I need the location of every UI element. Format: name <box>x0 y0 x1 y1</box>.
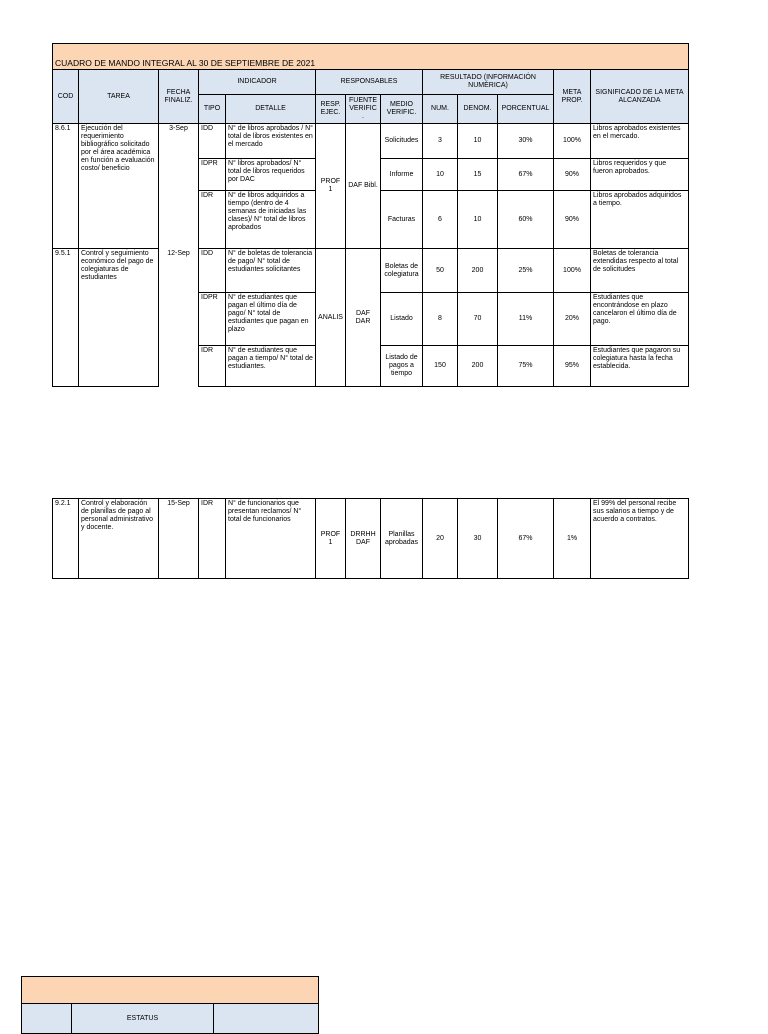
indicator-detalle: N° de funcionarios que presentan reclamos/ N° total de funcionarios <box>226 499 316 579</box>
meta-prop: 100% <box>554 249 591 293</box>
result-denom: 15 <box>458 159 498 191</box>
meta-prop: 90% <box>554 159 591 191</box>
meta-prop: 90% <box>554 191 591 249</box>
status-label: ESTATUS <box>72 1004 214 1034</box>
indicator-detalle: N° de estudiantes que pagan el último día de pago/ N° total de estudiantes que pagan en plazo <box>226 293 316 346</box>
header-cod: COD <box>53 70 79 124</box>
indicator-detalle: N° de boletas de tolerancia de pago/ N° total de estudiantes solicitantes <box>226 249 316 293</box>
indicator-tipo: IDPR <box>199 159 226 191</box>
task-table-9-2-1 <box>52 498 689 579</box>
result-pct: 67% <box>498 499 554 579</box>
medio-verif: Listado <box>381 293 423 346</box>
header-resp-ejec: RESP. EJEC. <box>316 95 346 124</box>
medio-verif: Informe <box>381 159 423 191</box>
significado: Boletas de tolerancia extendidas respecto al total de solicitudes <box>591 249 689 293</box>
result-num: 6 <box>423 191 458 249</box>
significado: Estudiantes que pagaron su colegiatura hasta la fecha establecida. <box>591 346 689 387</box>
result-pct: 67% <box>498 159 554 191</box>
header-medio-verif: MEDIO VERIFIC. <box>381 95 423 124</box>
indicator-detalle: N° libros aprobados/ N° total de libros requeridos por DAC <box>226 159 316 191</box>
header-denom: DENOM. <box>458 95 498 124</box>
meta-prop: 1% <box>554 499 591 579</box>
balanced-scorecard-table <box>52 43 689 387</box>
result-pct: 75% <box>498 346 554 387</box>
indicator-tipo: IDR <box>199 499 226 579</box>
task-cod: 9.5.1 <box>53 249 79 387</box>
result-denom: 10 <box>458 124 498 159</box>
task-fecha: 3-Sep <box>159 124 199 249</box>
result-num: 150 <box>423 346 458 387</box>
result-pct: 11% <box>498 293 554 346</box>
status-table <box>21 976 319 1034</box>
header-tarea: TAREA <box>79 70 159 124</box>
task-tarea: Control y seguimiento económico del pago de colegiaturas de estudiantes <box>79 249 159 387</box>
result-num: 8 <box>423 293 458 346</box>
resp-ejec: PROF 1 <box>316 124 346 249</box>
medio-verif: Planillas aprobadas <box>381 499 423 579</box>
medio-verif: Listado de pagos a tiempo <box>381 346 423 387</box>
status-cell <box>22 1004 72 1034</box>
indicator-tipo: IDPR <box>199 293 226 346</box>
result-pct: 25% <box>498 249 554 293</box>
result-num: 20 <box>423 499 458 579</box>
significado: Estudiantes que encontrándose en plazo cancelaron el último día de pago. <box>591 293 689 346</box>
task-cod: 9.2.1 <box>53 499 79 579</box>
result-denom: 10 <box>458 191 498 249</box>
result-pct: 30% <box>498 124 554 159</box>
medio-verif: Boletas de colegiatura <box>381 249 423 293</box>
task-fecha: 15-Sep <box>159 499 199 579</box>
indicator-tipo: IDR <box>199 346 226 387</box>
significado: Libros aprobados adquiridos a tiempo. <box>591 191 689 249</box>
medio-verif: Facturas <box>381 191 423 249</box>
significado: El 99% del personal recibe sus salarios a tiempo y de acuerdo a contratos. <box>591 499 689 579</box>
header-porcentual: PORCENTUAL <box>498 95 554 124</box>
header-responsables: RESPONSABLES <box>316 70 423 95</box>
resp-ejec: ANALIS <box>316 249 346 387</box>
indicator-detalle: N° de estudiantes que pagan a tiempo/ N° total de estudiantes. <box>226 346 316 387</box>
header-tipo: TIPO <box>199 95 226 124</box>
status-cell <box>214 1004 319 1034</box>
table-title: CUADRO DE MANDO INTEGRAL AL 30 DE SEPTIEMBRE DE 2021 <box>53 44 689 70</box>
result-denom: 200 <box>458 249 498 293</box>
result-denom: 30 <box>458 499 498 579</box>
status-title-bar <box>22 977 319 1004</box>
header-resultado: RESULTADO (INFORMACIÓN NUMÉRICA) <box>423 70 554 95</box>
table-row <box>53 124 689 159</box>
significado: Libros requeridos y que fueron aprobados. <box>591 159 689 191</box>
result-num: 50 <box>423 249 458 293</box>
meta-prop: 20% <box>554 293 591 346</box>
table-row <box>53 499 689 579</box>
fuente-verif: DRRHH DAF <box>346 499 381 579</box>
task-tarea: Ejecución del requerimiento bibliográfico solicitado por el área académica en función a evaluación costo/ beneficio <box>79 124 159 249</box>
header-detalle: DETALLE <box>226 95 316 124</box>
indicator-tipo: IDD <box>199 249 226 293</box>
table-row <box>53 249 689 293</box>
result-num: 3 <box>423 124 458 159</box>
indicator-tipo: IDD <box>199 124 226 159</box>
header-indicador: INDICADOR <box>199 70 316 95</box>
medio-verif: Solicitudes <box>381 124 423 159</box>
indicator-detalle: N° de libros adquiridos a tiempo (dentro de 4 semanas de iniciadas las clases)/ N° total de libros aprobados <box>226 191 316 249</box>
fuente-verif: DAF DAR <box>346 249 381 387</box>
fuente-verif: DAF Bibl. <box>346 124 381 249</box>
header-num: NUM. <box>423 95 458 124</box>
task-tarea: Control y elaboración de planillas de pago al personal administrativo y docente. <box>79 499 159 579</box>
header-meta: META PROP. <box>554 70 591 124</box>
resp-ejec: PROF 1 <box>316 499 346 579</box>
indicator-detalle: N° de libros aprobados / N° total de libros existentes en el mercado <box>226 124 316 159</box>
result-pct: 60% <box>498 191 554 249</box>
header-fecha: FECHA FINALIZ. <box>159 70 199 124</box>
result-denom: 70 <box>458 293 498 346</box>
meta-prop: 100% <box>554 124 591 159</box>
meta-prop: 95% <box>554 346 591 387</box>
header-significado: SIGNIFICADO DE LA META ALCANZADA <box>591 70 689 124</box>
significado: Libros aprobados existentes en el mercado. <box>591 124 689 159</box>
header-fuente-verif: FUENTE VERIFIC . <box>346 95 381 124</box>
indicator-tipo: IDR <box>199 191 226 249</box>
task-fecha: 12-Sep <box>159 249 199 387</box>
result-denom: 200 <box>458 346 498 387</box>
task-cod: 8.6.1 <box>53 124 79 249</box>
result-num: 10 <box>423 159 458 191</box>
